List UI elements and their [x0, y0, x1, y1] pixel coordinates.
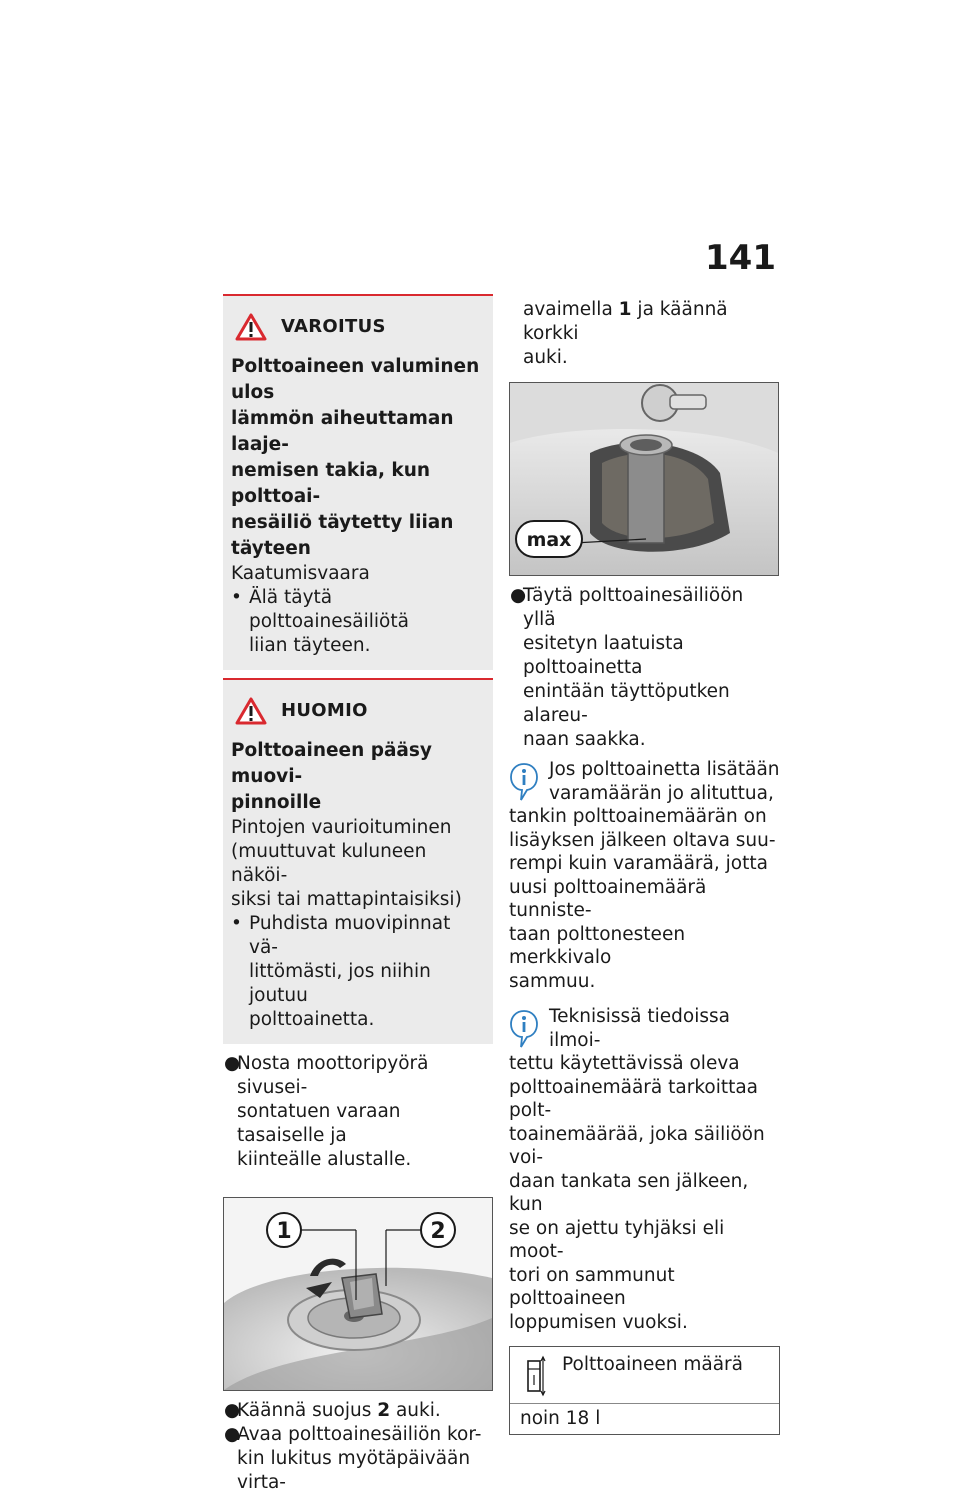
- notice-consequence-line: Pintojen vaurioituminen: [231, 817, 452, 838]
- notice-box: [223, 678, 493, 1044]
- step-line: esitetyn laatuista polttoainetta: [523, 633, 684, 678]
- step-text: auki.: [390, 1400, 441, 1421]
- warning-triangle-icon: [235, 697, 267, 725]
- warning-box: [223, 294, 493, 670]
- spec-label: Polttoaineen määrä: [562, 1354, 743, 1375]
- step-line: Nosta moottoripyörä sivusei-: [237, 1053, 429, 1098]
- fuel-pump-icon: [524, 1355, 546, 1397]
- info-icon: [509, 1009, 539, 1049]
- step-unlock-cap: [223, 1423, 493, 1495]
- step-line: kin lukitus myötäpäivään virta-: [237, 1448, 471, 1493]
- notice-header: [231, 692, 485, 730]
- filler-neck-illustration: [510, 383, 778, 575]
- info-line: daan tankata sen jälkeen, kun: [509, 1170, 749, 1215]
- info-line: tori on sammunut polttoaineen: [509, 1264, 675, 1309]
- info-line: lisäyksen jälkeen oltava suu-: [509, 829, 776, 851]
- bullet-icon: ●: [224, 1400, 241, 1421]
- notice-action-line: • Puhdista muovipinnat vä-: [249, 913, 451, 958]
- step-line: kiinteälle alustalle.: [237, 1149, 412, 1170]
- step-fill-tank: [509, 584, 780, 752]
- page-number: 141: [705, 238, 776, 278]
- callout-2: 2: [430, 1219, 446, 1244]
- warning-header: [231, 308, 485, 346]
- warning-triangle-icon: [235, 313, 267, 341]
- step-park-motorcycle: [223, 1052, 493, 1172]
- notice-action: [231, 912, 485, 1032]
- info-line: se on ajettu tyhjäksi eli moot-: [509, 1217, 725, 1262]
- step-ref-number: 1: [618, 299, 632, 320]
- info-icon: [509, 762, 539, 802]
- warning-heading-line: nemisen takia, kun polttoai-: [231, 460, 431, 507]
- max-label: max: [526, 529, 572, 551]
- step-line: Avaa polttoainesäiliön kor-: [237, 1424, 482, 1445]
- info-line: sammuu.: [509, 970, 596, 992]
- step-text: avaimella: [523, 299, 619, 320]
- step-line: Täytä polttoainesäiliöön yllä: [523, 585, 744, 630]
- warning-action: [231, 586, 485, 658]
- right-column: [509, 294, 780, 1435]
- warning-consequence: Kaatumisvaara: [231, 563, 370, 584]
- step-line: sontatuen varaan tasaiselle ja: [237, 1101, 401, 1146]
- notice-consequence-line: siksi tai mattapintaisiksi): [231, 889, 462, 910]
- notice-consequence-line: (muuttuvat kuluneen näköi-: [231, 841, 427, 886]
- bullet-icon: ●: [224, 1424, 241, 1445]
- notice-heading-line: pinnoille: [231, 792, 322, 813]
- step-open-cover: [223, 1399, 493, 1423]
- info-line: taan polttonesteen merkkivalo: [509, 923, 686, 968]
- callout-1: 1: [276, 1219, 292, 1244]
- step-text: ja käännä korkki: [523, 299, 728, 344]
- step-text: Käännä suojus: [237, 1400, 378, 1421]
- spec-value: noin 18 l: [520, 1408, 601, 1429]
- fuel-capacity-spec: [509, 1346, 780, 1435]
- notice-heading: [231, 738, 485, 816]
- info-line: loppumisen vuoksi.: [509, 1311, 688, 1333]
- fuel-cap-illustration: [224, 1198, 492, 1390]
- notice-action-line: littömästi, jos niihin joutuu: [249, 961, 431, 1006]
- warning-heading-line: Polttoaineen valuminen ulos: [231, 356, 480, 403]
- warning-action-line: • Älä täytä polttoainesäiliötä: [249, 587, 409, 632]
- info-line: tankin polttoainemäärän on: [509, 806, 767, 827]
- step-line: enintään täyttöputken alareu-: [523, 681, 730, 726]
- warning-action-line: liian täyteen.: [249, 635, 371, 656]
- step-line: auki.: [523, 347, 568, 368]
- step-ref-number: 2: [377, 1400, 391, 1421]
- info-line: rempi kuin varamäärä, jotta: [509, 853, 768, 874]
- bullet-icon: ●: [224, 1053, 241, 1074]
- info-line: uusi polttoainemäärä tunniste-: [509, 876, 707, 921]
- notice-consequence: [231, 816, 485, 912]
- info-note-reserve: [509, 758, 780, 993]
- info-line: Teknisissä tiedoissa ilmoi-: [549, 1006, 730, 1051]
- step-unlock-cap-continued: [509, 298, 780, 370]
- spec-header: [510, 1347, 779, 1404]
- info-line: tettu käytettävissä oleva: [509, 1053, 740, 1074]
- step-line: naan saakka.: [523, 729, 646, 750]
- step-line: [523, 298, 780, 346]
- filler-neck-figure: [509, 382, 779, 576]
- info-line: polttoainemäärä tarkoittaa polt-: [509, 1076, 759, 1121]
- info-line: toainemäärää, joka säiliöön voi-: [509, 1123, 765, 1168]
- info-line: Jos polttoainetta lisätään: [549, 759, 780, 780]
- notice-action-line: polttoainetta.: [249, 1009, 375, 1030]
- info-line: varamäärän jo alituttua,: [549, 782, 774, 804]
- notice-heading-line: Polttoaineen pääsy muovi-: [231, 740, 432, 787]
- notice-title: HUOMIO: [281, 700, 368, 722]
- bullet-icon: ●: [510, 585, 527, 606]
- warning-heading-line: nesäiliö täytetty liian täyteen: [231, 512, 454, 559]
- warning-heading: [231, 354, 485, 562]
- info-note-capacity: [509, 1005, 780, 1334]
- warning-heading-line: lämmön aiheuttaman laaje-: [231, 408, 454, 455]
- left-column: [223, 294, 493, 1495]
- warning-title: VAROITUS: [281, 316, 386, 338]
